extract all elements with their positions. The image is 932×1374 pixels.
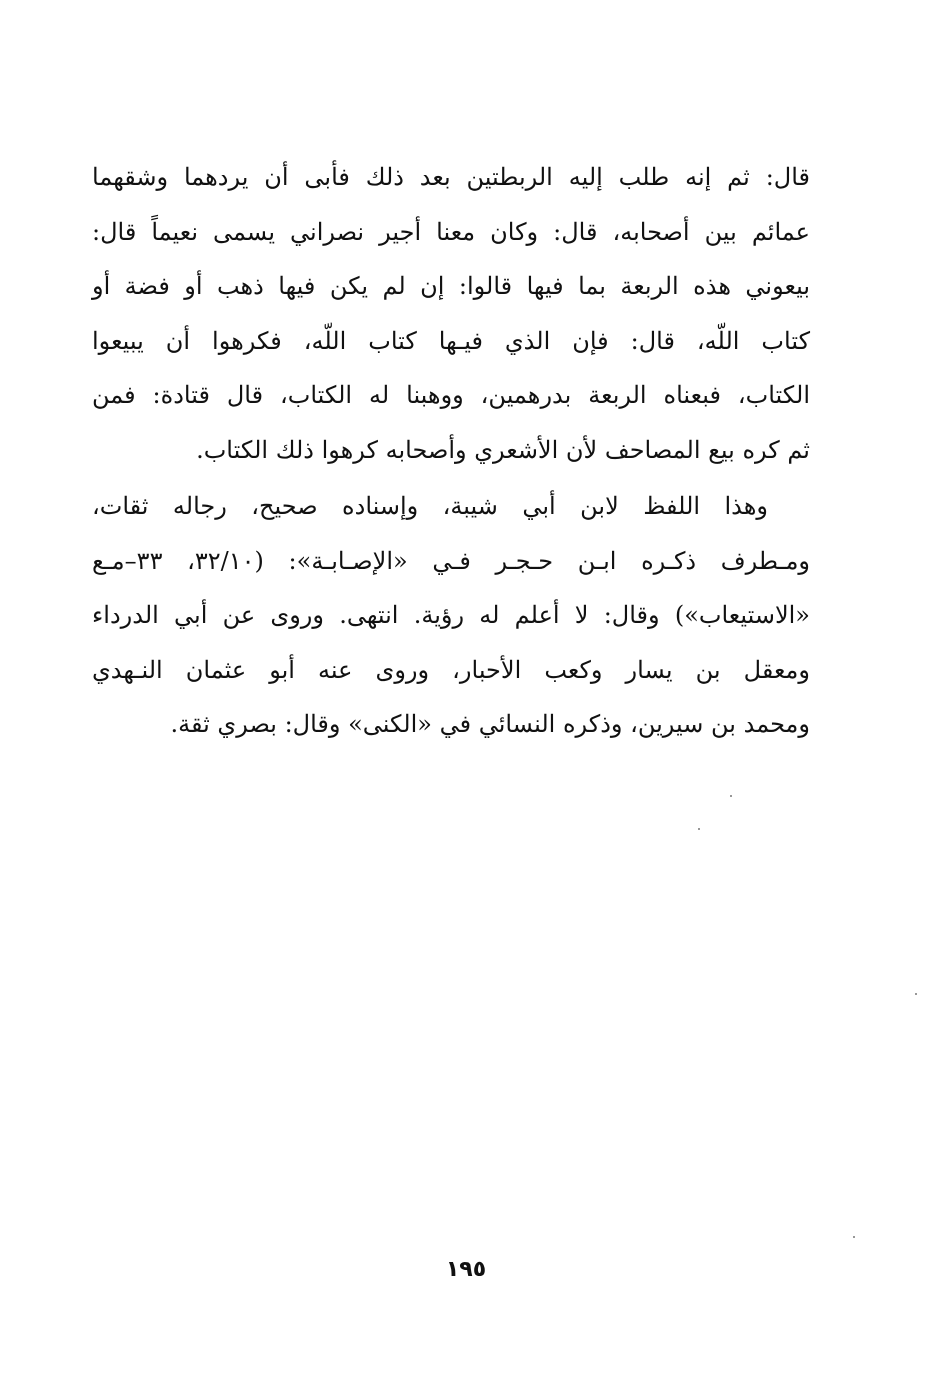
text-line: ومعقل بن يسار وكعب الأحبار، وروى عنه أبو عثمان النـهدي: [92, 655, 810, 684]
scan-speck: [698, 828, 700, 830]
scan-speck: [853, 1236, 855, 1238]
text-line: كتاب اللّه، قال: فإن الذي فيـها كتاب اللّه، فكرهوا أن يبيعوا: [92, 326, 810, 355]
text-line: «الاستيعاب») وقال: لا أعلم له رؤية. انتهى. وروى عن أبي الدرداء: [92, 601, 810, 629]
page-number: ١٩٥: [445, 1257, 487, 1282]
paragraph-2: [92, 479, 810, 752]
text-line: عمائم بين أصحابه، قال: وكان معنا أجير نصراني يسمى نعيماً قال:: [92, 217, 810, 246]
text-line: وهذا اللفظ لابن أبي شيبة، وإسناده صحيح، رجاله ثقات،: [92, 492, 768, 520]
text-line: ثم كره بيع المصاحف لأن الأشعري وأصحابه كرهوا ذلك الكتاب.: [196, 435, 810, 464]
text-line: قال: ثم إنه طلب إليه الربطتين بعد ذلك فأبى أن يردهما وشقهما: [92, 163, 810, 191]
text-line: بيعوني هذه الربعة بما فيها قالوا: إن لم يكن فيها ذهب أو فضة أو: [92, 272, 810, 300]
text-line: الكتاب، فبعناه الربعة بدرهمين، ووهبنا له الكتاب، قال قتادة: فمن: [92, 381, 810, 409]
paragraph-1: [92, 150, 810, 477]
text-line: ومحمد بن سيرين، وذكره النسائي في «الكنى» وقال: بصري ثقة.: [170, 710, 810, 738]
scan-speck: [915, 993, 917, 995]
main-text: [92, 150, 810, 752]
text-line: ومـطرف ذكـره ابـن حـجـر فـي «الإصـابـة»: (٣٢/١٠، ٣٣–مـع: [92, 546, 811, 575]
scan-speck: [730, 795, 732, 797]
